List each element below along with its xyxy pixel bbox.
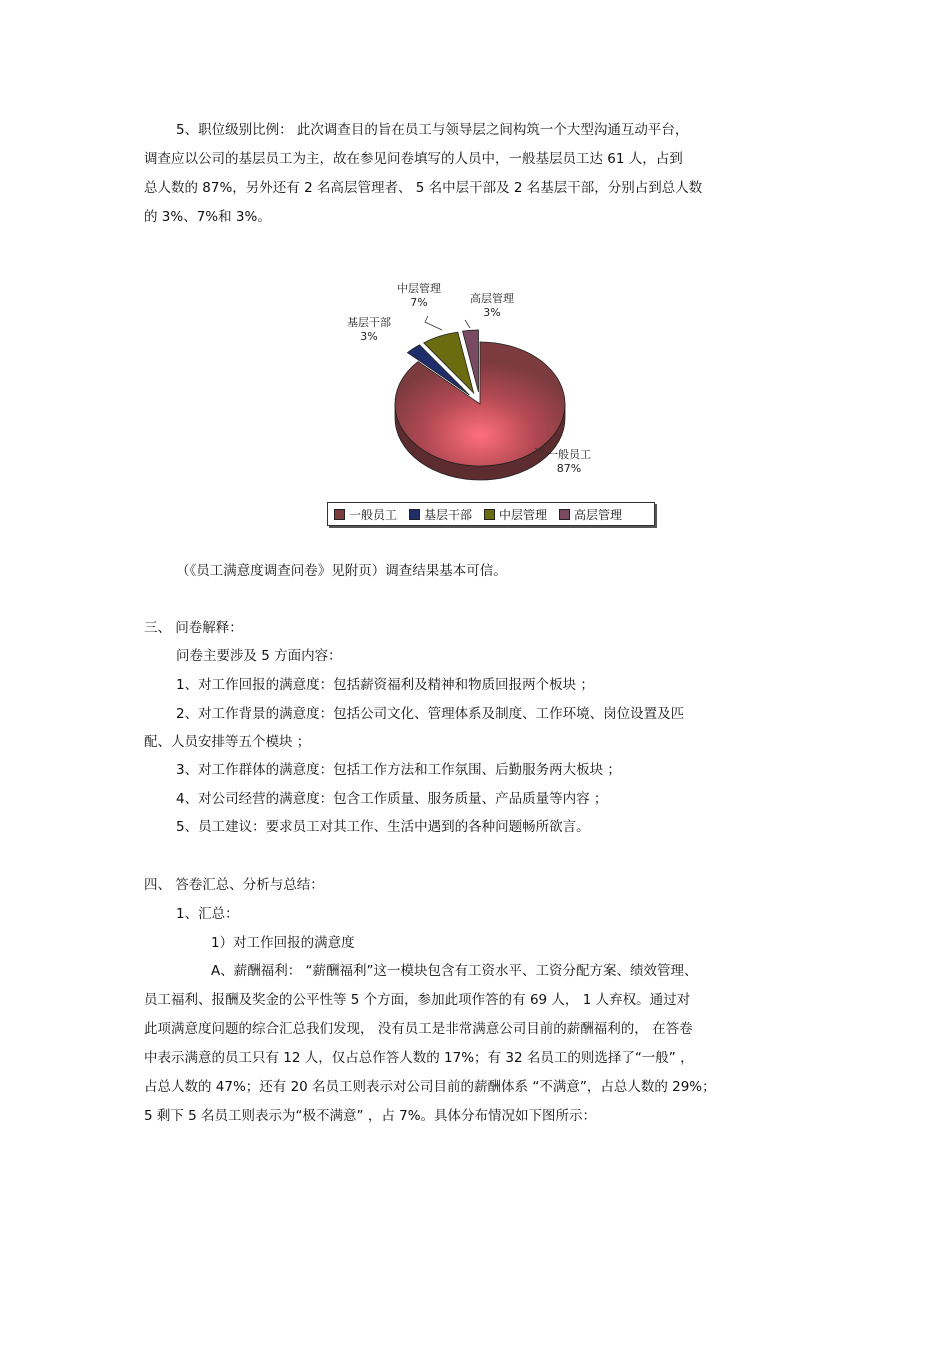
- legend-item-middle-mgmt: [484, 506, 547, 523]
- label-general-staff: [547, 448, 591, 476]
- label-general-staff-pct: 87%: [556, 462, 582, 475]
- section3-heading: 三、 问卷解释：: [144, 620, 243, 636]
- label-senior-mgmt: [470, 292, 514, 320]
- legend-swatch: [559, 509, 570, 520]
- section4-heading: 四、 答卷汇总、分析与总结：: [144, 877, 324, 893]
- para5-line1: 5、职位级别比例： 此次调查目的旨在员工与领导层之间构筑一个大型沟通互动平台，: [176, 122, 689, 138]
- section4-para-line6: 5 剩下 5 名员工则表示为“极不满意” ，占 7%。具体分布情况如下图所示：: [144, 1108, 597, 1124]
- legend-label: 基层干部: [424, 507, 473, 522]
- para5-line3: 总人数的 87%，另外还有 2 名高层管理者、 5 名中层干部及 2 名基层干部，分别占到总人数: [144, 180, 703, 196]
- legend-label: 一般员工: [349, 507, 398, 522]
- section3-item5: 5、员工建议：要求员工对其工作、生活中遇到的各种问题畅所欲言。: [176, 819, 590, 835]
- legend-item-senior-mgmt: [559, 506, 622, 523]
- legend-label: 中层管理: [499, 507, 548, 522]
- section3-item3: 3、对工作群体的满意度：包括工作方法和工作氛围、后勤服务两大板块 ；: [176, 762, 621, 778]
- legend-item-general-staff: [334, 506, 397, 523]
- section3-intro: 问卷主要涉及 5 方面内容：: [176, 648, 342, 664]
- label-grassroots-cadre-name: 基层干部: [347, 316, 391, 329]
- section4-para-line5: 占总人数的 47%；还有 20 名员工则表示对公司目前的薪酬体系 “不满意”，占总人数的 29%；: [144, 1079, 716, 1095]
- section3-item2b: 配、人员安排等五个模块 ；: [144, 734, 311, 750]
- label-general-staff-name: 一般员工: [547, 448, 591, 461]
- legend-item-grassroots-cadre: [409, 506, 472, 523]
- section4-para-line3: 此项满意度问题的综合汇总我们发现， 没有员工是非常满意公司目前的薪酬福利的， 在答卷: [144, 1021, 693, 1037]
- section4-sub1: 1、汇总：: [176, 906, 239, 922]
- section3-item4: 4、对公司经营的满意度：包含工作质量、服务质量、产品质量等内容 ；: [176, 791, 608, 807]
- label-middle-mgmt-name: 中层管理: [397, 282, 441, 295]
- legend-label: 高层管理: [574, 507, 623, 522]
- label-senior-mgmt-pct: 3%: [483, 306, 501, 319]
- label-grassroots-cadre: [347, 316, 391, 344]
- legend-swatch: [334, 509, 345, 520]
- chart-legend: [327, 502, 655, 526]
- section4-sub2: 1）对工作回报的满意度: [211, 935, 355, 951]
- section4-para-line4: 中表示满意的员工只有 12 人，仅占总作答人数的 17%；有 32 名员工的则选择了“一般” ，: [144, 1050, 694, 1066]
- pie-slice-general-staff: [395, 342, 565, 480]
- label-senior-mgmt-name: 高层管理: [470, 292, 514, 305]
- label-middle-mgmt: [397, 282, 441, 310]
- survey-note: （《员工满意度调查问卷》见附页）调查结果基本可信。: [176, 563, 507, 579]
- section3-item2a: 2、对工作背景的满意度：包括公司文化、管理体系及制度、工作环境、岗位设置及匹: [176, 706, 685, 722]
- para5-line2: 调查应以公司的基层员工为主，故在参见问卷填写的人员中，一般基层员工达 61 人，占到: [144, 151, 683, 167]
- legend-swatch: [409, 509, 420, 520]
- pie-chart: [325, 270, 665, 532]
- label-grassroots-cadre-pct: 3%: [360, 330, 378, 343]
- section3-item1: 1、对工作回报的满意度：包括薪资福利及精神和物质回报两个板块 ；: [176, 677, 594, 693]
- label-middle-mgmt-pct: 7%: [410, 296, 428, 309]
- para5-line4: 的 3%、7%和 3%。: [144, 209, 271, 225]
- section4-para-line2: 员工福利、报酬及奖金的公平性等 5 个方面，参加此项作答的有 69 人， 1 人弃权。通过对: [144, 992, 691, 1008]
- section4-para-line1: A、薪酬福利： “薪酬福利”这一模块包含有工资水平、工资分配方案、绩效管理、: [211, 963, 698, 979]
- leader-line-senior-mgmt: [465, 320, 470, 328]
- leader-line-middle-mgmt: [425, 316, 442, 330]
- legend-swatch: [484, 509, 495, 520]
